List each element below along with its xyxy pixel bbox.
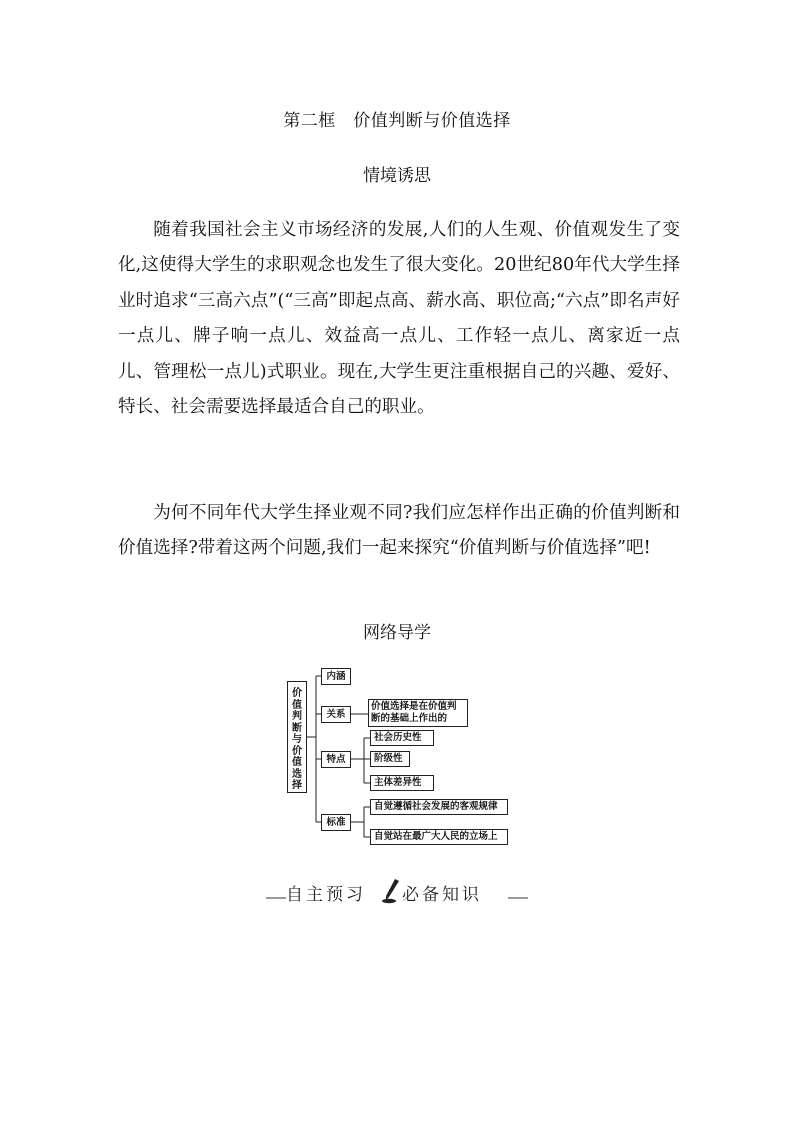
concept-diagram (284, 664, 514, 850)
diagram-node-biaozhun: 标准 (321, 814, 351, 831)
diagram-node-biaozhun-item-1: 自觉遵循社会发展的客观规律 (370, 799, 508, 815)
diagram-node-tedian-item-2: 阶级性 (370, 751, 410, 767)
diagram-node-guanxi-detail: 价值选择是在价值判断的基础上作出的 (368, 699, 468, 727)
intro-paragraph-1: 随着我国社会主义市场经济的发展,人们的人生观、价值观发生了变化,这使得大学生的求职观念也发生了很大变化。20世纪80年代大学生择业时追求“三高六点”(“三高”即起点高、薪水高、职位高;“六点”即名声好一点儿、牌子响一点儿、效益高一点儿、工作轻一点儿、离家近一点儿、管理松一点儿)式职业。现在,大学生更注重根据自己的兴趣、爱好、特长、社会需要选择最适合自己的职业。 (118, 220, 680, 418)
diagram-root-box: 价值判断与价值选择 (287, 681, 307, 793)
diagram-node-tedian: 特点 (321, 751, 351, 768)
intro-paragraph-2: 为何不同年代大学生择业观不同?我们应怎样作出正确的价值判断和价值选择?带着这两个问题,我们一起来探究“价值判断与价值选择”吧! (118, 503, 680, 559)
banner-right-text: 必备知识 (402, 880, 482, 905)
diagram-node-neihan: 内涵 (321, 668, 351, 685)
banner-line-left (266, 897, 286, 899)
section-title-intro: 情境诱思 (363, 166, 431, 186)
diagram-node-tedian-item-1: 社会历史性 (370, 730, 434, 746)
section-banner (266, 878, 528, 906)
diagram-node-guanxi: 关系 (321, 706, 351, 723)
pen-icon (380, 878, 402, 904)
section-title-network: 网络导学 (363, 623, 431, 643)
diagram-node-biaozhun-item-2: 自觉站在最广大人民的立场上 (370, 829, 508, 845)
page-title: 第二框 价值判断与价值选择 (283, 111, 511, 131)
banner-line-right (508, 897, 528, 899)
diagram-node-tedian-item-3: 主体差异性 (370, 775, 434, 791)
banner-left-text: 自主预习 (286, 880, 366, 905)
